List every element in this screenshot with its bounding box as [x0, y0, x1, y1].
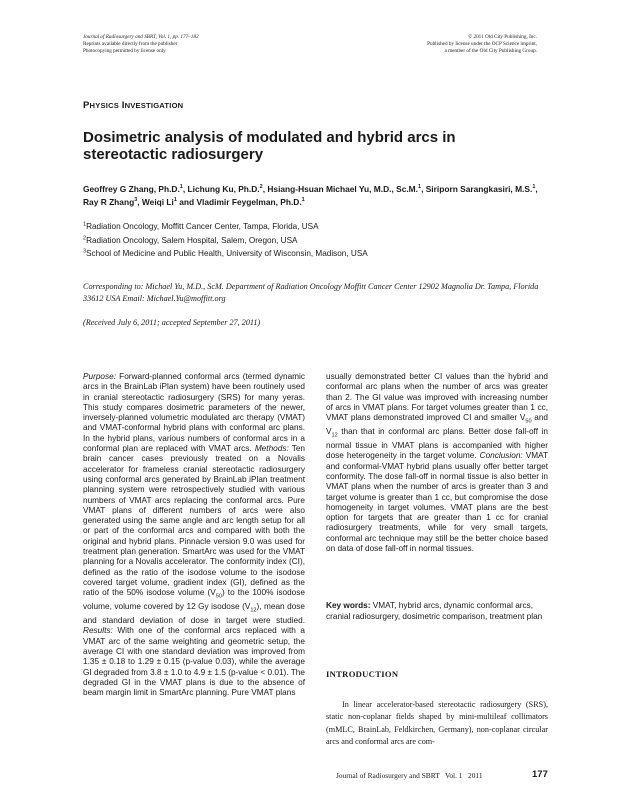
results-label: Results:	[83, 626, 113, 636]
author-2: Lichung Ku, Ph.D.$^2$	[187, 184, 263, 194]
purpose-label: Purpose:	[83, 372, 117, 381]
purpose-text: Forward-planned conformal arcs (termed dynamic arcs in the BrainLab iPlan system) have been routinely used in cranial stereotactic radiosurgery (SRS) for many yeras. This study compares dosimetric parameters of the newer, inversely-planned volumetric modulated arc therapy (VMAT) and VMAT-conformal hybrid plans with conformal arc plans. In the hybrid plans, various numbers of conformal arcs in a conformal plan are replaced with VMAT arcs.	[83, 372, 305, 454]
abstract-right-column	[326, 372, 548, 554]
results-subscript-2: 12	[331, 432, 338, 439]
methods-text-a: Ten brain cancer cases previously treated on a Novalis accelerator for frameless cranial stereotactic radiosurgery using conformal arcs generated by BrainLab iPlan treatment planning system were retrospectively studied with various numbers of VMAT arcs replacing the conformal arcs. Pure VMAT plans of different numbers of arcs were also generated using the same angle and arc length setup for all or part of the conformal arcs and compared with both the original and hybrid plans. Pinnacle version 9.0 was used for treatment plan generation. SmartArc was used for the VMAT planning for a Novalis accelerator. The conformity index (CI), defined as the ratio of the isodose volume to the isodose covered target volume, gradient index (GI), defined as the ratio of the 50% isodose volume (V	[83, 444, 306, 598]
footer-journal: Journal of Radiosurgery and SBRT Vol. 1 2011	[336, 771, 483, 780]
results-continued-a: usually demonstrated better CI values than the hybrid and conformal arc plans when the number of arcs was greater than 2. The GI value was improved with increasing number of arcs in VMAT plans. For target volumes greater than 1 cc, VMAT plans demonstrated improved CI and smaller V	[326, 372, 548, 423]
header-right-line-1: © 2011 Old City Publishing, Inc.	[468, 34, 537, 40]
author-1: Geoffrey G Zhang, Ph.D.$^1$	[83, 184, 183, 194]
author-5: Ray R Zhang$^3$	[83, 197, 138, 207]
author-4: Siriporn Sarangkasiri, M.S.$^1$	[425, 184, 536, 194]
affiliation-2: $^2$Radiation Oncology, Salem Hospital, Salem, Oregon, USA	[83, 234, 298, 245]
conclusion-label: Conclusion:	[479, 451, 523, 461]
abstract-left-column	[83, 372, 305, 698]
results-continued-c: than that in conformal arc plans. Better dose fall-off in normal tissue in VMAT plans is accompanied with higher dose heterogeneity in the target volume.	[326, 427, 548, 461]
article-title: Dosimetric analysis of modulated and hybrid arcs in stereotactic radiosurgery	[83, 129, 456, 163]
introduction-body: In linear accelerator-based stereotactic radiosurgery (SRS), static non-coplanar fields shaped by mini-multileaf collimators (mMLC, BrainLab, Feldkirchen, Germany), non-coplanar circular arcs and conformal arcs are com-	[326, 700, 548, 747]
header-left-line-1: Journal of Radiosurgery and SBRT, Vol. 1, pp. 177–182	[83, 34, 199, 40]
author-list: Geoffrey G Zhang, Ph.D.$^1$, Lichung Ku, Ph.D.$^2$, Hsiang-Hsuan Michael Yu, M.D., Sc.M.$^1$, Siriporn Sarangkasiri, M.S.$^1$, Ray R Zhang$^3$, Weiqi Li$^1$ and Vladimir Feygelman, Ph.D.$^1$	[83, 184, 538, 207]
affiliations	[83, 220, 553, 261]
conclusion-text: VMAT and conformal-VMAT hybrid plans usually offer better target conformity. The dose fall-off in normal tissue is also better in VMAT plans when the number of arcs is greater than 3 and target volume is greater than 1 cc, but compromise the dose homogeneity in target volumes. VMAT plans are the best option for targets that are greater than 1 cc for cranial radiosurgery treatments, while for very small targets, conformal arc technique may still be the better choice based on data of dose fall-off in normal tissues.	[326, 451, 548, 554]
author-6: Weiqi Li$^1$	[141, 197, 177, 207]
methods-subscript-1: 50	[215, 593, 222, 600]
results-subscript-1: 50	[525, 418, 532, 425]
keywords-text: VMAT, hybrid arcs, dynamic conformal arcs, cranial radiosurgery, dosimetric comparison, treatment plan	[326, 601, 543, 621]
running-header-right	[317, 34, 537, 55]
methods-text-b: ) to the 100% isodose volume, volume covered by 12 Gy isodose (V	[83, 588, 305, 612]
page-number: 177	[532, 769, 548, 780]
running-header-left	[83, 34, 283, 55]
received-dates: (Received July 6, 2011; accepted September 27, 2011)	[83, 318, 261, 327]
methods-label: Methods:	[254, 444, 289, 454]
corresponding-author: Corresponding to: Michael Yu, M.D., ScM. Department of Radiation Oncology Moffitt Cancer Center 12902 Magnolia Dr. Tampa, Florida 33612 USA Email: Michael.Yu@moffitt.org	[83, 282, 539, 303]
introduction-heading: INTRODUCTION	[326, 669, 399, 679]
affiliation-3: $^3$School of Medicine and Public Health, University of Wisconsin, Madison, USA	[83, 248, 368, 258]
header-left-line-3: Photocopying permitted by license only	[83, 48, 166, 54]
keywords-label: Key words:	[326, 601, 371, 610]
section-label: PHYSICS INVESTIGATION	[83, 100, 184, 111]
keywords	[326, 601, 548, 623]
results-continued-b: and V	[326, 413, 548, 437]
affiliation-1: $^1$Radiation Oncology, Moffitt Cancer Center, Tampa, Florida, USA	[83, 221, 319, 231]
header-right-line-2: Published by license under the OCP Science imprint,	[427, 41, 537, 47]
methods-text-c: ), mean dose and standard deviation of dose in target were studied.	[83, 602, 306, 626]
header-right-line-3: a member of the Old City Publishing Group.	[444, 48, 537, 54]
author-3: Hsiang-Hsuan Michael Yu, M.D., Sc.M.$^1$	[267, 184, 422, 194]
author-7: Vladimir Feygelman, Ph.D.$^1$	[196, 197, 305, 207]
methods-subscript-2: 12	[250, 607, 257, 614]
results-text: With one of the conformal arcs replaced with a VMAT arc of the same weighting and geometric setup, the average CI with one standard deviation was improved from 1.35 ± 0.18 to 1.29 ± 0.15 (p-value 0.03), while the average GI degraded from 3.8 ± 1.0 to 4.9 ± 1.5 (p-value < 0.01). The degraded GI in the VMAT plans is due to the absence of beam margin limit in SmartArc planning. Pure VMAT plans	[83, 626, 305, 698]
header-left-line-2: Reprints available directly from the publisher	[83, 41, 178, 47]
